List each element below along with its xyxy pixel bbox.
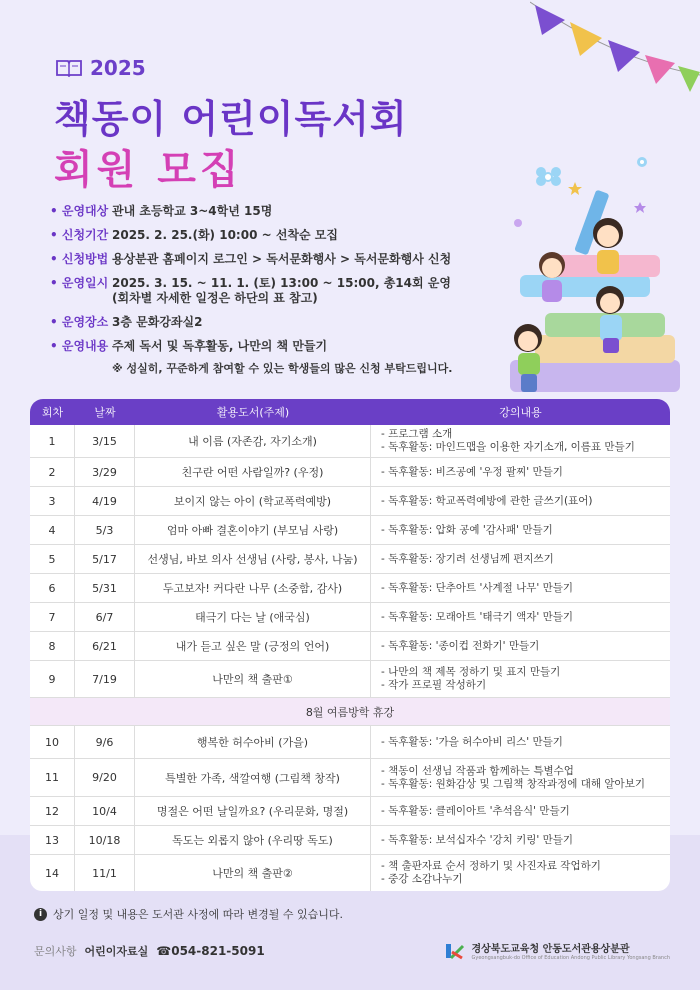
cell-content (371, 765, 670, 791)
content-line: - 책동이 선생님 작품과 함께하는 특별수업 (381, 764, 574, 777)
summer-break-row: 8월 여름방학 휴강 (30, 698, 670, 726)
cell-date: 10/4 (75, 797, 135, 825)
cell-content (371, 428, 670, 454)
contact-label: 문의사항 (34, 945, 77, 958)
cell-no: 14 (30, 855, 75, 891)
content-line: - 작가 프로필 작성하기 (381, 679, 487, 691)
table-row (30, 603, 670, 632)
cell-no: 2 (30, 458, 75, 486)
contact-info (34, 943, 265, 959)
cell-no: 1 (30, 425, 75, 457)
content-line: - 독후활동: 단추아트 '사계절 나무' 만들기 (381, 581, 574, 594)
cell-content (371, 860, 670, 886)
year-label: 2025 (90, 56, 146, 80)
info-value: 2025. 2. 25.(화) 10:00 ~ 선착순 모집 (112, 228, 338, 242)
header-date: 날짜 (94, 406, 116, 419)
cell-no: 4 (30, 516, 75, 544)
info-value: 관내 초등학교 3~4학년 15명 (112, 204, 273, 218)
cell-book: 나만의 책 출판② (135, 855, 371, 891)
footnote-text: 상기 일정 및 내용은 도서관 사정에 따라 변경될 수 있습니다. (53, 908, 343, 921)
cell-book: 태극기 다는 날 (애국심) (135, 603, 371, 631)
cell-book: 친구란 어떤 사람일까? (우정) (135, 458, 371, 486)
organization-logo (445, 940, 670, 961)
info-label: • 신청기간 (50, 228, 112, 243)
table-row (30, 826, 670, 855)
cell-book: 선생님, 바보 의사 선생님 (사랑, 봉사, 나눔) (135, 545, 371, 573)
footnote (34, 906, 343, 922)
table-row (30, 574, 670, 603)
info-value-main: 2025. 3. 15. ~ 11. 1. (토) 13:00 ~ 15:00, 총14회 운영 (112, 276, 451, 290)
bunting-decoration (530, 0, 700, 100)
cell-content (371, 495, 670, 508)
cell-date: 5/31 (75, 574, 135, 602)
table-row (30, 425, 670, 458)
cell-no: 3 (30, 487, 75, 515)
cell-content (371, 805, 670, 818)
info-label: • 운영내용 (50, 339, 112, 354)
table-row (30, 759, 670, 797)
schedule-table (30, 399, 670, 891)
cell-no: 5 (30, 545, 75, 573)
cell-no: 12 (30, 797, 75, 825)
library-logo-icon (445, 942, 465, 960)
content-line: - 독후활동: 마인드맵을 이용한 자기소개, 이름표 만들기 (381, 441, 635, 453)
cell-book: 내가 듣고 싶은 말 (긍정의 언어) (135, 632, 371, 660)
cell-date: 11/1 (75, 855, 135, 891)
info-label: • 운영일시 (50, 276, 112, 306)
table-row (30, 487, 670, 516)
cell-no: 13 (30, 826, 75, 854)
cell-content (371, 553, 670, 566)
info-value: 3층 문화강좌실2 (112, 315, 203, 329)
cell-date: 3/15 (75, 425, 135, 457)
cell-book: 행복한 허수아비 (가을) (135, 726, 371, 758)
header-content: 강의내용 (499, 406, 542, 419)
cell-content (371, 834, 670, 847)
info-row (50, 204, 490, 219)
table-row (30, 632, 670, 661)
info-row (50, 252, 490, 267)
content-line: - 독후활동: 클레이아트 '추석음식' 만들기 (381, 804, 570, 817)
cell-content (371, 611, 670, 624)
cell-book: 나만의 책 출판① (135, 661, 371, 697)
title-line2: 회원 모집 (54, 147, 243, 193)
table-row (30, 855, 670, 891)
content-line: - 독후활동: 비즈공예 '우정 팔찌' 만들기 (381, 465, 563, 478)
info-row (50, 228, 490, 243)
table-row (30, 726, 670, 759)
cell-book: 특별한 가족, 색깔여행 (그림책 창작) (135, 759, 371, 796)
content-line: - 중강 소감나누기 (381, 873, 463, 885)
organization-name: 경상북도교육청 안동도서관용상분관 (471, 944, 630, 955)
info-label: • 운영대상 (50, 204, 112, 219)
content-line: - 독후활동: 압화 공예 '감사패' 만들기 (381, 523, 553, 536)
cell-content (371, 466, 670, 479)
content-line: - 독후활동: '종이컵 전화기' 만들기 (381, 639, 540, 652)
cell-date: 6/7 (75, 603, 135, 631)
cell-no: 10 (30, 726, 75, 758)
cell-date: 10/18 (75, 826, 135, 854)
cell-date: 4/19 (75, 487, 135, 515)
table-row (30, 797, 670, 826)
info-row (50, 276, 490, 306)
note-text: ※ 성실히, 꾸준하게 참여할 수 있는 학생들의 많은 신청 부탁드립니다. (112, 362, 453, 375)
table-row (30, 661, 670, 698)
cell-content (371, 582, 670, 595)
children-books-illustration (490, 150, 680, 400)
cell-date: 9/20 (75, 759, 135, 796)
info-value-sub: (회차별 자세한 일정은 하단의 표 참고) (112, 291, 318, 305)
info-label: • 운영장소 (50, 315, 112, 330)
table-body (30, 425, 670, 891)
table-row (30, 545, 670, 574)
cell-date: 7/19 (75, 661, 135, 697)
table-header (30, 399, 670, 425)
cell-date: 5/3 (75, 516, 135, 544)
year-row (56, 56, 146, 80)
cell-no: 7 (30, 603, 75, 631)
cell-book: 두고보자! 커다란 나무 (소중함, 감사) (135, 574, 371, 602)
cell-content (371, 640, 670, 653)
cell-book: 명절은 어떤 날일까요? (우리문화, 명절) (135, 797, 371, 825)
info-label: • 신청방법 (50, 252, 112, 267)
cell-book: 내 이름 (자존감, 자기소개) (135, 425, 371, 457)
cell-content (371, 524, 670, 537)
cell-book: 엄마 아빠 결혼이야기 (부모님 사랑) (135, 516, 371, 544)
content-line: - 독후활동: 보석십자수 '강치 키링' 만들기 (381, 833, 574, 846)
content-line: - 독후활동: 장기려 선생님께 편지쓰기 (381, 552, 554, 565)
info-list (50, 204, 490, 376)
cell-date: 3/29 (75, 458, 135, 486)
header-session: 회차 (41, 406, 64, 419)
info-value: 용상분관 홈페이지 로그인 > 독서문화행사 > 독서문화행사 신청 (112, 252, 452, 266)
info-row (50, 315, 490, 330)
cell-date: 5/17 (75, 545, 135, 573)
cell-no: 8 (30, 632, 75, 660)
cell-content (371, 736, 670, 749)
content-line: - 프로그램 소개 (381, 428, 453, 440)
content-line: - 독후활동: '가을 허수아비 리스' 만들기 (381, 735, 563, 748)
content-line: - 나만의 책 제목 정하기 및 표지 만들기 (381, 666, 561, 678)
title-line1: 책동이 어린이독서회 (54, 97, 408, 141)
cell-book: 독도는 외롭지 않아 (우리땅 독도) (135, 826, 371, 854)
cell-date: 9/6 (75, 726, 135, 758)
content-line: - 독후활동: 원화감상 및 그림책 창작과정에 대해 알아보기 (381, 777, 645, 790)
info-icon: i (34, 908, 47, 921)
cell-no: 9 (30, 661, 75, 697)
header-book: 활용도서(주제) (216, 406, 290, 419)
table-row (30, 458, 670, 487)
info-row (50, 339, 490, 354)
cell-no: 11 (30, 759, 75, 796)
cell-no: 6 (30, 574, 75, 602)
book-icon (56, 59, 82, 77)
cell-book: 보이지 않는 아이 (학교폭력예방) (135, 487, 371, 515)
info-value (112, 276, 451, 306)
content-line: - 독후활동: 모래아트 '태극기 액자' 만들기 (381, 610, 574, 623)
flower-icon (536, 167, 561, 186)
contact-place: 어린이자료실 (84, 945, 149, 958)
info-value: 주제 독서 및 독후활동, 나만의 책 만들기 (112, 339, 328, 353)
cell-date: 6/21 (75, 632, 135, 660)
content-line: - 독후활동: 학교폭력예방에 관한 글쓰기(표어) (381, 494, 593, 507)
table-row (30, 516, 670, 545)
contact-phone: ☎054-821-5091 (156, 944, 265, 958)
content-line: - 책 출판자료 순서 정하기 및 사진자료 작업하기 (381, 860, 601, 872)
organization-name-en: Gyeongsangbuk-do Office of Education Andong Public Library Yongsang Branch (471, 955, 670, 961)
cell-content (371, 666, 670, 692)
